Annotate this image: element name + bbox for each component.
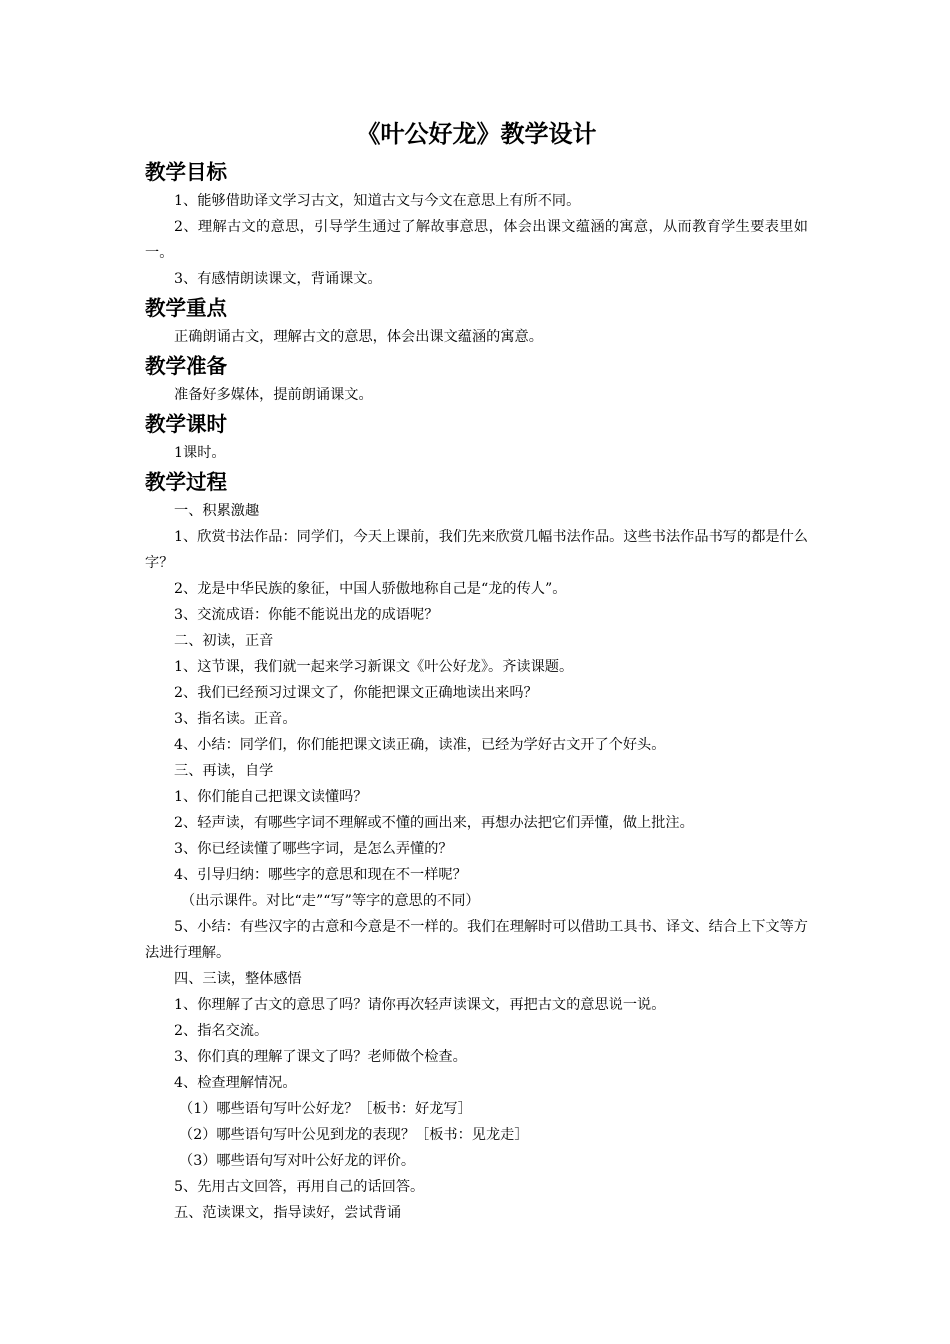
section-focus bbox=[145, 292, 808, 350]
paragraph: 3、指名读。正音。 bbox=[174, 711, 297, 727]
paragraph: 3、你已经读懂了哪些字词，是怎么弄懂的？ bbox=[174, 841, 453, 857]
paragraph: 3、有感情朗读课文，背诵课文。 bbox=[174, 271, 382, 287]
document-title: 《叶公好龙》教学设计 bbox=[356, 120, 597, 148]
paragraph: 2、轻声读，有哪些字词不理解或不懂的画出来，再想办法把它们弄懂，做上批注。 bbox=[174, 815, 694, 831]
paragraph: 3、你们真的理解了课文了吗？老师做个检查。 bbox=[174, 1049, 467, 1065]
paragraph: 4、引导归纳：哪些字的意思和现在不一样呢？ bbox=[174, 867, 467, 883]
paragraph: 二、初读，正音 bbox=[174, 633, 274, 649]
document-page bbox=[145, 112, 808, 1226]
section-goals bbox=[145, 156, 808, 292]
paragraph: （1）哪些语句写叶公好龙？［板书：好龙写］ bbox=[179, 1101, 472, 1117]
paragraph: 正确朗诵古文，理解古文的意思，体会出课文蕴涵的寓意。 bbox=[174, 329, 543, 345]
paragraph: 准备好多媒体，提前朗诵课文。 bbox=[174, 387, 373, 403]
section-heading: 教学准备 bbox=[145, 354, 227, 378]
section-heading: 教学目标 bbox=[145, 160, 227, 184]
paragraph: 一、积累激趣 bbox=[174, 503, 260, 519]
paragraph: 3、交流成语：你能不能说出龙的成语呢？ bbox=[174, 607, 439, 623]
paragraph: 1、你们能自己把课文读懂吗？ bbox=[174, 789, 368, 805]
paragraph: 三、再读，自学 bbox=[174, 763, 274, 779]
paragraph: 5、小结：有些汉字的古意和今意是不一样的。我们在理解时可以借助工具书、译文、结合上下文等方法进行理解。 bbox=[145, 919, 808, 961]
paragraph: （2）哪些语句写叶公见到龙的表现？［板书：见龙走］ bbox=[179, 1127, 529, 1143]
section-heading: 教学课时 bbox=[145, 412, 227, 436]
paragraph: 1、能够借助译文学习古文，知道古文与今文在意思上有所不同。 bbox=[174, 193, 581, 209]
paragraph: 4、检查理解情况。 bbox=[174, 1075, 297, 1091]
paragraph: 四、三读，整体感悟 bbox=[174, 971, 302, 987]
paragraph: 4、小结：同学们，你们能把课文读正确，读准，已经为学好古文开了个好头。 bbox=[174, 737, 666, 753]
paragraph: 2、龙是中华民族的象征，中国人骄傲地称自己是“龙的传人”。 bbox=[174, 581, 567, 597]
section-prep bbox=[145, 350, 808, 408]
paragraph: 1、欣赏书法作品：同学们，今天上课前，我们先来欣赏几幅书法作品。这些书法作品书写的都是什么字？ bbox=[145, 529, 808, 571]
section-hours bbox=[145, 408, 808, 466]
paragraph: 2、我们已经预习过课文了，你能把课文正确地读出来吗？ bbox=[174, 685, 538, 701]
paragraph: 1课时。 bbox=[174, 445, 226, 461]
section-heading: 教学过程 bbox=[145, 470, 227, 494]
section-heading: 教学重点 bbox=[145, 296, 227, 320]
section-process bbox=[145, 466, 808, 1226]
paragraph: 1、你理解了古文的意思了吗？请你再次轻声读课文，再把古文的意思说一说。 bbox=[174, 997, 666, 1013]
paragraph: 五、范读课文，指导读好，尝试背诵 bbox=[174, 1205, 402, 1221]
paragraph: （出示课件。对比“走”“写”等字的意思的不同） bbox=[181, 893, 480, 909]
paragraph: 1、这节课，我们就一起来学习新课文《叶公好龙》。齐读课题。 bbox=[174, 659, 574, 675]
paragraph: 2、理解古文的意思，引导学生通过了解故事意思，体会出课文蕴涵的寓意，从而教育学生要表里如一。 bbox=[145, 219, 808, 261]
paragraph: 2、指名交流。 bbox=[174, 1023, 269, 1039]
paragraph: 5、先用古文回答，再用自己的话回答。 bbox=[174, 1179, 425, 1195]
paragraph: （3）哪些语句写对叶公好龙的评价。 bbox=[179, 1153, 416, 1169]
